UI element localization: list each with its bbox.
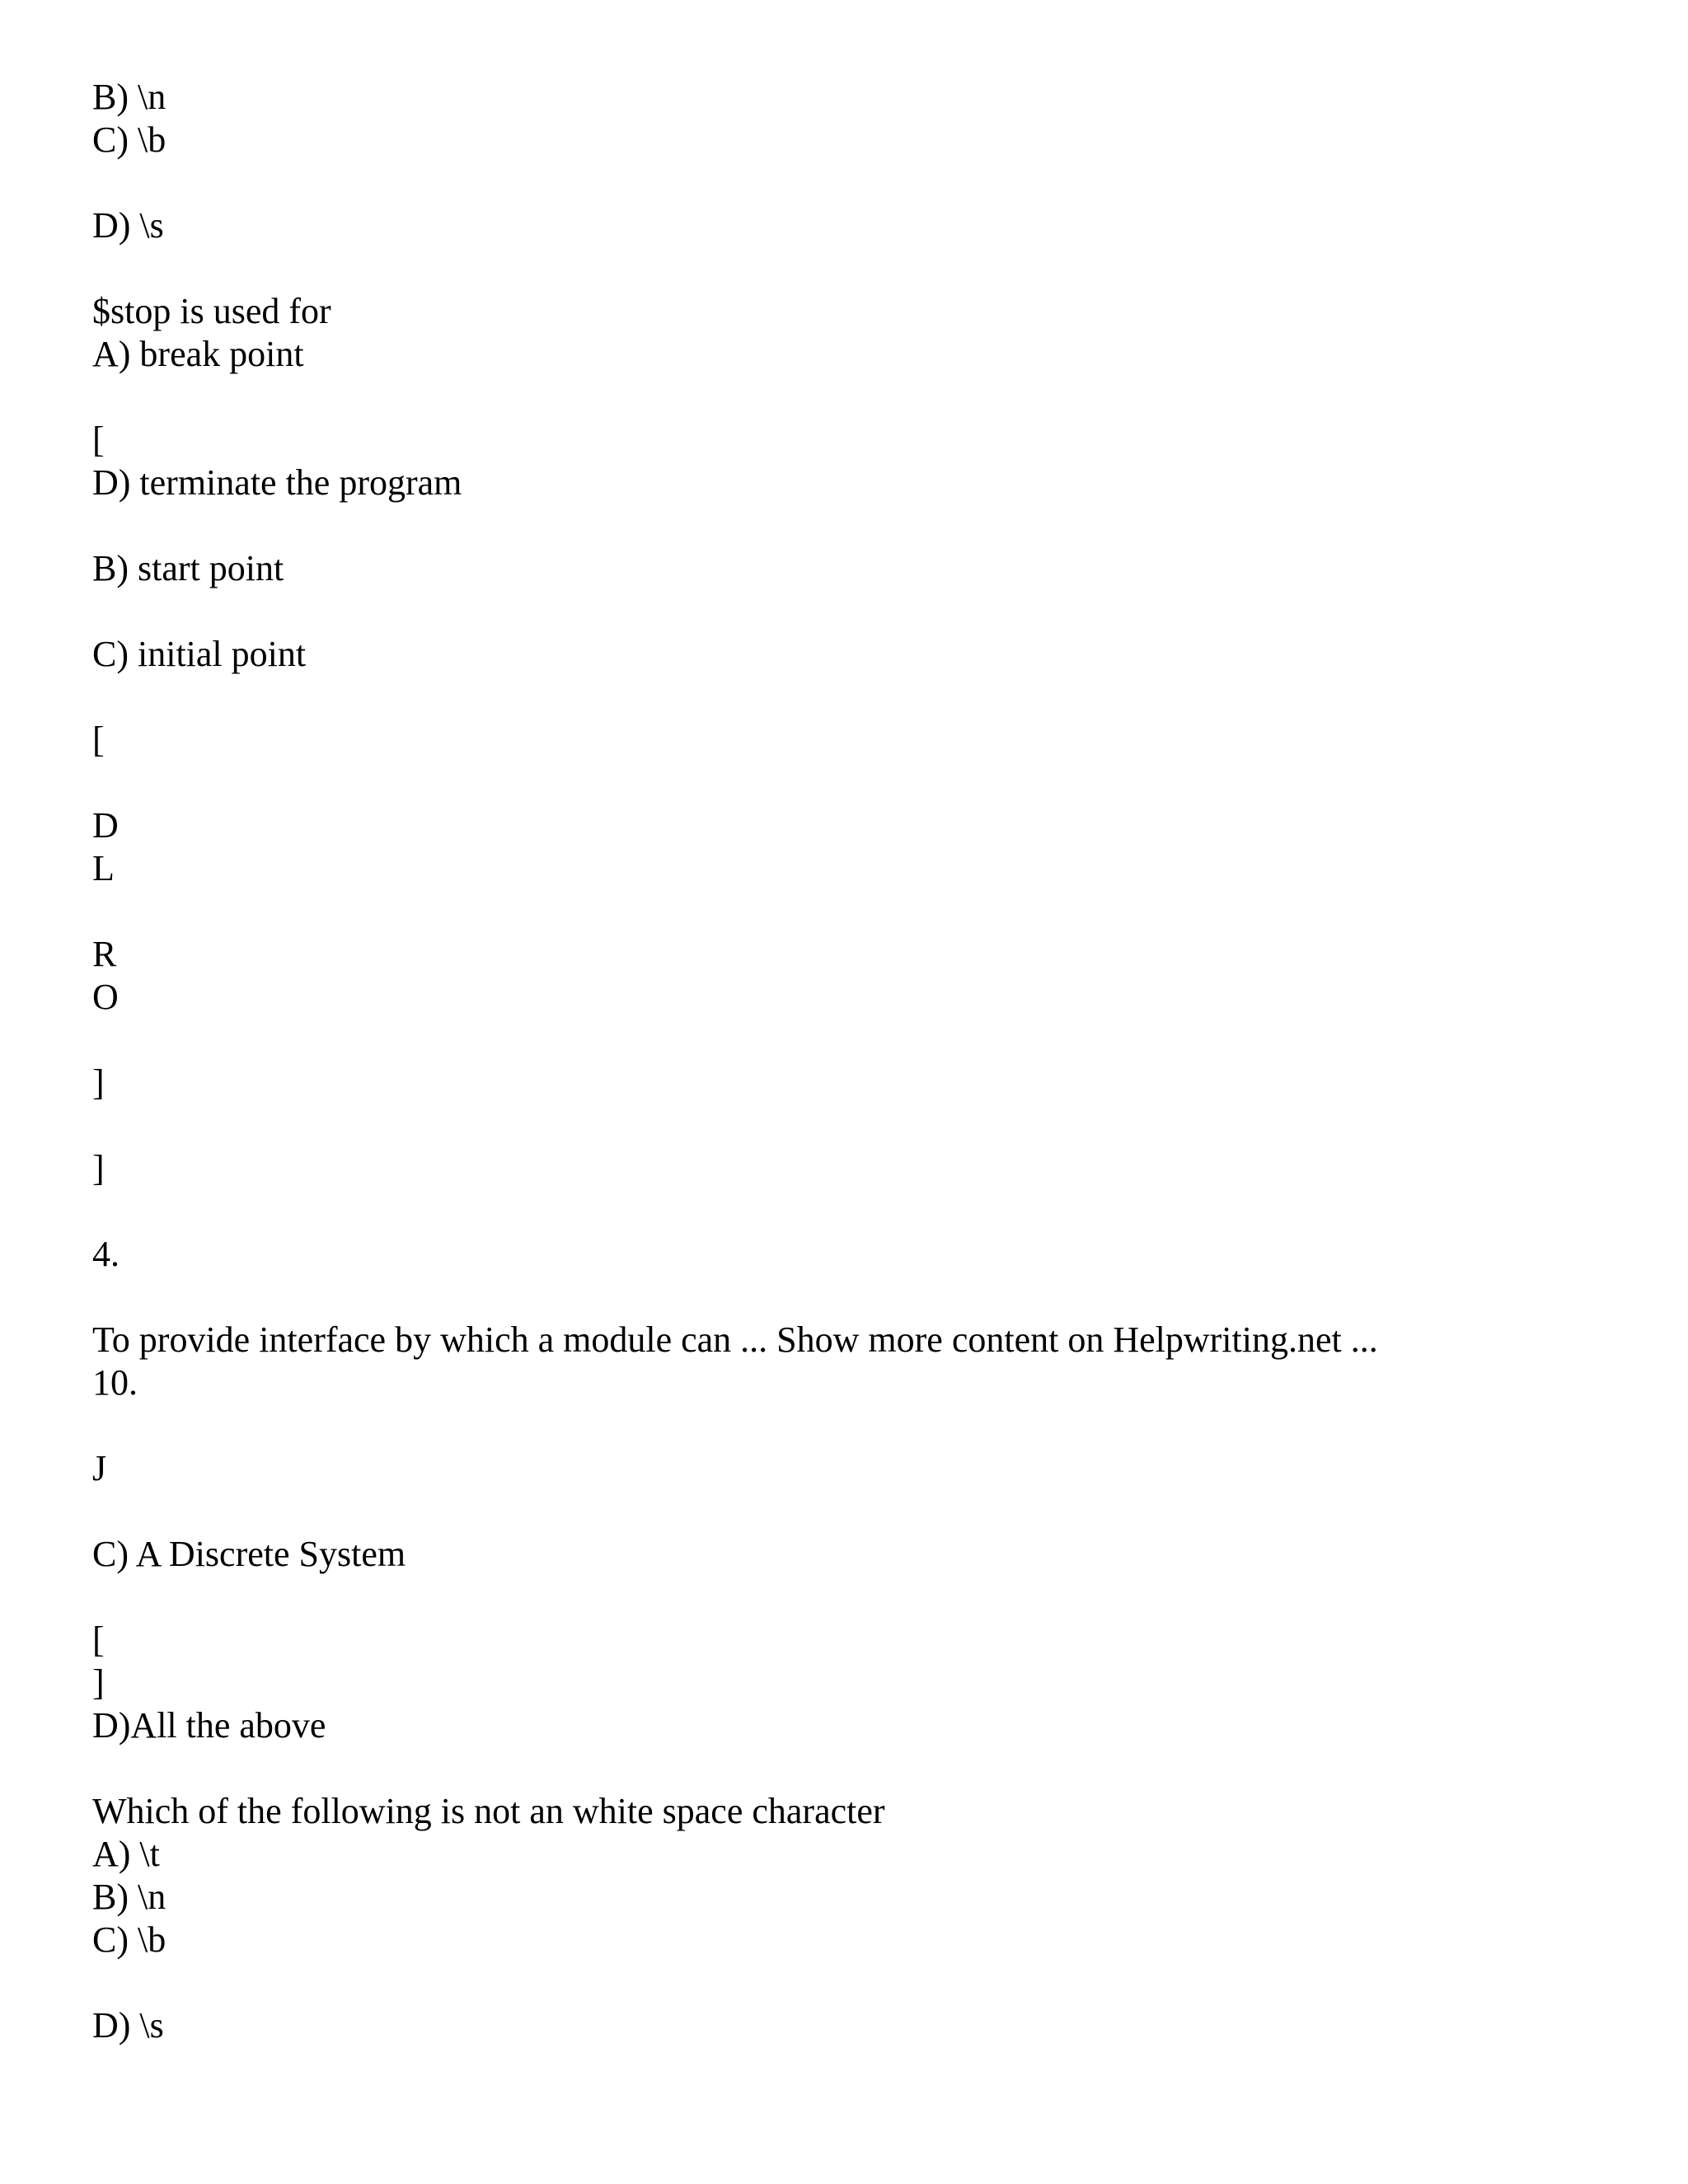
question-text: $stop is used for — [92, 291, 331, 331]
text-line: D) \s — [92, 205, 164, 246]
text-line: C) initial point — [92, 634, 307, 674]
text-line: C) \b — [92, 120, 166, 160]
text-line: J — [92, 1448, 107, 1488]
text-line: A) \t — [92, 1834, 160, 1874]
text-line: ] — [92, 1148, 105, 1188]
text-line: ] — [92, 1662, 105, 1703]
text-line: B) \n — [92, 77, 166, 117]
text-line: B) start point — [92, 548, 284, 588]
question-text: Which of the following is not an white space character — [92, 1791, 885, 1831]
text-line: D) terminate the program — [92, 462, 462, 503]
text-line: L — [92, 848, 115, 888]
text-line: ] — [92, 1062, 105, 1103]
text-line: 10. — [92, 1362, 138, 1403]
text-line: D) \s — [92, 2005, 164, 2046]
text-line: C) A Discrete System — [92, 1534, 406, 1574]
text-line: C) \b — [92, 1919, 166, 1960]
text-line: D — [92, 805, 119, 846]
text-line: A) break point — [92, 334, 304, 374]
text-line: D)All the above — [92, 1705, 326, 1746]
text-line: To provide interface by which a module can ... Show more content on Helpwriting.net ... — [92, 1319, 1378, 1360]
text-line: [ — [92, 419, 105, 460]
text-line: 4. — [92, 1234, 120, 1274]
text-line: O — [92, 977, 119, 1017]
text-line: [ — [92, 719, 105, 760]
text-line: B) \n — [92, 1877, 166, 1917]
text-line: [ — [92, 1619, 105, 1660]
text-line: R — [92, 934, 117, 974]
